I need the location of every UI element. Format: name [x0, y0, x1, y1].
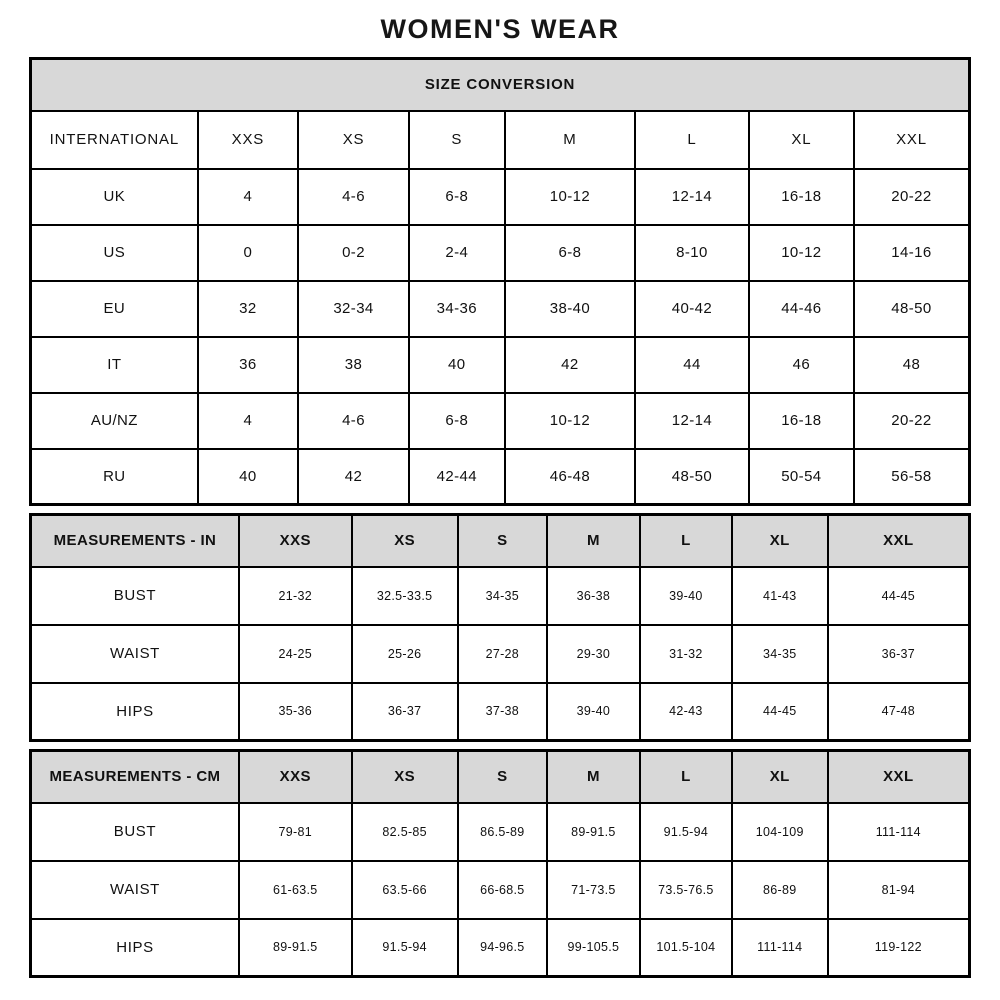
- table-cell: 41-43: [732, 567, 828, 625]
- table-cell: 4-6: [298, 169, 409, 225]
- table-cell: 42-44: [409, 449, 505, 505]
- table-cell: 99-105.5: [547, 919, 640, 977]
- table-cell: 16-18: [749, 169, 854, 225]
- row-label: US: [31, 225, 198, 281]
- table-cell: 82.5-85: [352, 803, 458, 861]
- header-cell-xl: XL: [749, 111, 854, 169]
- table-cell: 56-58: [854, 449, 970, 505]
- table-cell: 79-81: [239, 803, 352, 861]
- table-row: [31, 169, 970, 225]
- table-cell: 63.5-66: [352, 861, 458, 919]
- table-row: [31, 225, 970, 281]
- table-cell: 10-12: [505, 393, 636, 449]
- header-cell-s: S: [409, 111, 505, 169]
- table-row: [31, 803, 970, 861]
- table-cell: 42: [505, 337, 636, 393]
- table-cell: 0: [198, 225, 298, 281]
- table-row: [31, 567, 970, 625]
- table-cell: 61-63.5: [239, 861, 352, 919]
- table-cell: 16-18: [749, 393, 854, 449]
- table-cell: 40: [409, 337, 505, 393]
- table-cell: 36-38: [547, 567, 640, 625]
- table-cell: 32: [198, 281, 298, 337]
- measurements-in-table: [29, 513, 971, 742]
- table-cell: 44-45: [732, 683, 828, 741]
- size-header-xl: XL: [732, 751, 828, 803]
- table-cell: 0-2: [298, 225, 409, 281]
- table-cell: 24-25: [239, 625, 352, 683]
- table-cell: 8-10: [635, 225, 749, 281]
- size-header-xs: XS: [352, 515, 458, 567]
- size-conversion-table: [29, 57, 971, 506]
- table-cell: 71-73.5: [547, 861, 640, 919]
- size-conversion-title-row: [31, 59, 970, 111]
- header-cell-l: L: [635, 111, 749, 169]
- header-cell-m: M: [505, 111, 636, 169]
- size-header-s: S: [458, 751, 547, 803]
- table-cell: 50-54: [749, 449, 854, 505]
- table-cell: 32.5-33.5: [352, 567, 458, 625]
- table-row: [31, 625, 970, 683]
- table-cell: 14-16: [854, 225, 970, 281]
- size-header-xs: XS: [352, 751, 458, 803]
- table-cell: 48: [854, 337, 970, 393]
- table-cell: 38: [298, 337, 409, 393]
- table-cell: 66-68.5: [458, 861, 547, 919]
- table-cell: 101.5-104: [640, 919, 732, 977]
- table-cell: 111-114: [732, 919, 828, 977]
- table-cell: 4: [198, 169, 298, 225]
- size-header-xl: XL: [732, 515, 828, 567]
- measurements-cm-title: MEASUREMENTS - CM: [31, 751, 239, 803]
- table-cell: 34-35: [732, 625, 828, 683]
- table-cell: 91.5-94: [352, 919, 458, 977]
- table-cell: 44-45: [828, 567, 970, 625]
- header-cell-xxl: XXL: [854, 111, 970, 169]
- table-cell: 91.5-94: [640, 803, 732, 861]
- row-label: BUST: [31, 567, 239, 625]
- measurements-cm-header-row: [31, 751, 970, 803]
- table-cell: 34-35: [458, 567, 547, 625]
- size-header-xxl: XXL: [828, 751, 970, 803]
- size-header-xxs: XXS: [239, 515, 352, 567]
- row-label: WAIST: [31, 861, 239, 919]
- table-cell: 40-42: [635, 281, 749, 337]
- table-cell: 2-4: [409, 225, 505, 281]
- table-cell: 32-34: [298, 281, 409, 337]
- table-cell: 46-48: [505, 449, 636, 505]
- table-cell: 37-38: [458, 683, 547, 741]
- measurements-in-title: MEASUREMENTS - IN: [31, 515, 239, 567]
- table-cell: 12-14: [635, 393, 749, 449]
- table-cell: 36-37: [352, 683, 458, 741]
- table-cell: 31-32: [640, 625, 732, 683]
- size-conversion-title: SIZE CONVERSION: [31, 59, 970, 111]
- row-label: WAIST: [31, 625, 239, 683]
- table-cell: 89-91.5: [547, 803, 640, 861]
- table-cell: 89-91.5: [239, 919, 352, 977]
- table-cell: 6-8: [409, 393, 505, 449]
- header-cell-international: INTERNATIONAL: [31, 111, 198, 169]
- table-cell: 4-6: [298, 393, 409, 449]
- page-title: WOMEN'S WEAR: [380, 14, 620, 44]
- size-header-xxl: XXL: [828, 515, 970, 567]
- table-cell: 6-8: [409, 169, 505, 225]
- table-cell: 48-50: [635, 449, 749, 505]
- table-cell: 6-8: [505, 225, 636, 281]
- header-cell-xs: XS: [298, 111, 409, 169]
- table-cell: 111-114: [828, 803, 970, 861]
- table-cell: 36: [198, 337, 298, 393]
- table-row: [31, 861, 970, 919]
- table-cell: 12-14: [635, 169, 749, 225]
- table-cell: 35-36: [239, 683, 352, 741]
- row-label: EU: [31, 281, 198, 337]
- size-header-m: M: [547, 751, 640, 803]
- table-row: [31, 683, 970, 741]
- table-cell: 21-32: [239, 567, 352, 625]
- table-cell: 42: [298, 449, 409, 505]
- row-label: IT: [31, 337, 198, 393]
- measurements-cm-table: [29, 749, 971, 978]
- table-row: [31, 281, 970, 337]
- size-header-l: L: [640, 751, 732, 803]
- table-cell: 94-96.5: [458, 919, 547, 977]
- row-label: RU: [31, 449, 198, 505]
- table-cell: 27-28: [458, 625, 547, 683]
- table-cell: 39-40: [640, 567, 732, 625]
- table-cell: 104-109: [732, 803, 828, 861]
- table-cell: 4: [198, 393, 298, 449]
- size-header-l: L: [640, 515, 732, 567]
- table-cell: 10-12: [505, 169, 636, 225]
- size-conversion-header-row: [31, 111, 970, 169]
- table-cell: 20-22: [854, 169, 970, 225]
- table-cell: 81-94: [828, 861, 970, 919]
- table-row: [31, 337, 970, 393]
- table-cell: 86.5-89: [458, 803, 547, 861]
- table-cell: 34-36: [409, 281, 505, 337]
- row-label: HIPS: [31, 919, 239, 977]
- table-cell: 42-43: [640, 683, 732, 741]
- table-cell: 119-122: [828, 919, 970, 977]
- table-cell: 20-22: [854, 393, 970, 449]
- size-header-m: M: [547, 515, 640, 567]
- table-cell: 38-40: [505, 281, 636, 337]
- table-cell: 48-50: [854, 281, 970, 337]
- table-cell: 73.5-76.5: [640, 861, 732, 919]
- size-header-xxs: XXS: [239, 751, 352, 803]
- size-header-s: S: [458, 515, 547, 567]
- table-row: [31, 919, 970, 977]
- header-cell-xxs: XXS: [198, 111, 298, 169]
- table-cell: 29-30: [547, 625, 640, 683]
- table-cell: 25-26: [352, 625, 458, 683]
- row-label: UK: [31, 169, 198, 225]
- table-cell: 36-37: [828, 625, 970, 683]
- table-cell: 40: [198, 449, 298, 505]
- table-row: [31, 449, 970, 505]
- table-cell: 47-48: [828, 683, 970, 741]
- measurements-in-header-row: [31, 515, 970, 567]
- table-cell: 86-89: [732, 861, 828, 919]
- row-label: HIPS: [31, 683, 239, 741]
- table-cell: 44-46: [749, 281, 854, 337]
- table-row: [31, 393, 970, 449]
- table-cell: 44: [635, 337, 749, 393]
- table-cell: 39-40: [547, 683, 640, 741]
- table-cell: 10-12: [749, 225, 854, 281]
- row-label: AU/NZ: [31, 393, 198, 449]
- row-label: BUST: [31, 803, 239, 861]
- table-cell: 46: [749, 337, 854, 393]
